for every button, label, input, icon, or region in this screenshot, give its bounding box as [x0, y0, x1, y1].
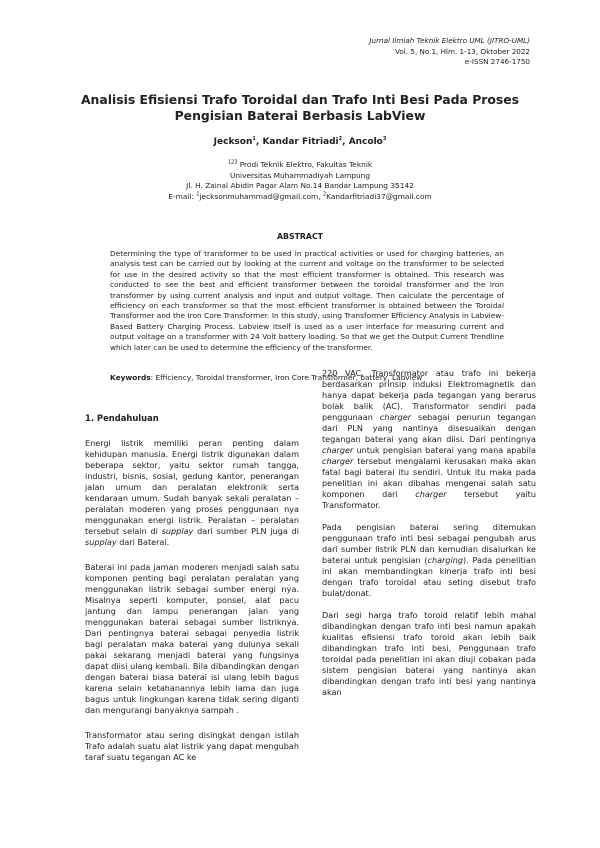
keywords-label: Keywords [110, 373, 151, 382]
section-heading: 1. Pendahuluan [85, 413, 159, 423]
author-separator: , [255, 137, 263, 147]
italic-run: supplay [161, 526, 194, 536]
author-3-mark: 3 [382, 136, 387, 142]
journal-header [369, 36, 530, 68]
right-paragraph-3: Dari segi harga trafo toroid relatif lebih mahal dibandingkan dengan trafo inti besi namun apakah kualitas efisiensi trafo toroid akan lebih baik dibandingkan trafo inti besi, Penggunaan trafo toroidal pada penelitian ini akan diuji cobakan pada sistem pengisian baterai yang nantinya akan dibandingkan dengan trafo inti besi yang nantinya akan [322, 610, 536, 697]
text-run: Energi listrik memiliki peran penting dalam kehidupan manusia. Energi listrik digunakan dalam beberapa sektor, yaitu sektor rumah tangga, industri, bisnis, sosial, gedung kantor, penerangan jalan umum dan peralatan elektronik serta kendaraan umum. Sudah banyak sekali peralatan – peralatan moderen yang proses penggunaan nya menggunakan energi listrik. Peralatan – peralatan tersebut selain di [85, 438, 299, 536]
author-1-mark: 1 [252, 136, 256, 142]
keywords-text: : Efficiency, Toroidal transformer, Iron Core Transformer, battery, Labview [150, 373, 423, 382]
left-paragraph-3: Transformator atau sering disingkat dengan istilah Trafo adalah suatu alat listrik yang dapat mengubah taraf suatu tegangan AC ke [85, 730, 299, 762]
author-2-mark: 2 [338, 136, 343, 142]
affiliation-block [60, 160, 540, 202]
text-run: 220 VAC. Transformator atau trafo ini bekerja berdasarkan prinsip induksi Elektromagnetik dan hanya dapat bekerja pada tegangan yang berarus bolak balik (AC). Transformator sendiri pada penggunaan [322, 368, 536, 422]
italic-run: charger [415, 489, 447, 499]
affiliation-dept [60, 160, 540, 171]
italic-run: supplay [85, 537, 117, 547]
text-run: Pada pengisian baterai sering ditemukan penggunaan trafo inti besi sebagai pengubah arus dari sumber listrik PLN dan kemudian disalurkan ke baterai untuk pengisian ( [322, 522, 536, 565]
journal-issn: e-ISSN 2746-1750 [464, 57, 530, 66]
author-1: Jeckson [213, 137, 253, 147]
affiliation-dept-text: Prodi Teknik Elektro, Fakultas Teknik [237, 160, 373, 169]
affiliation-emails [60, 192, 540, 203]
title-line-2: Pengisian Baterai Berbasis LabView [174, 108, 426, 123]
italic-run: charger [322, 456, 354, 466]
journal-volume: Vol. 5, No.1, Hlm. 1-13, Oktober 2022 [395, 46, 530, 56]
text-run: dari Baterai. [116, 537, 170, 547]
affiliation-mark: 123 [227, 159, 238, 166]
email-2-mark: 2 [322, 191, 327, 198]
text-run: untuk pengisian baterai yang mana apabila [353, 445, 536, 455]
right-paragraph-2 [322, 522, 536, 599]
abstract-text: Determining the type of transformer to be used in practical activities or used for charging batteries, an analysis test can be carried out by looking at the current and voltage on the transformer to be selected for use in the desired activity so that the most efficient transformer is obtained. This research was conducted to see the best and efficient transformer between the toroidal transformer and the iron transformer by using current analysis and input and output voltage. Then calculate the percentage of efficiency on each transformer so that the most efficient transformer is obtained between the Toroidal Transformer and the Iron Core Transformer. In this study, using Transformer Efficiency Analysis in Labview-Based Battery Charging Process. Labview itself is used as a user interface for measuring current and output voltage on a transformer with 24 Volt battery loading. So that we get the Output Current Trendline which later can be used to determine the efficiency of the transformer. [110, 249, 504, 352]
title-line-1: Analisis Efisiensi Trafo Toroidal dan Trafo Inti Besi Pada Proses [80, 92, 520, 107]
author-3: Ancolo [348, 137, 383, 147]
author-list [60, 137, 540, 147]
italic-run: charging [427, 555, 464, 565]
italic-run: charger [379, 412, 412, 422]
abstract-heading: ABSTRACT [277, 232, 323, 241]
author-separator: , [342, 137, 349, 147]
text-run: tersebut yaitu Transformator. [322, 489, 536, 510]
text-run: sebagai penurun tegangan dari PLN yang nantinya disesuaikan dengan tegangan baterai yang akan diisi. Dari pentingnya [322, 412, 536, 444]
left-paragraph-1 [85, 438, 299, 548]
italic-run: charger [322, 445, 354, 455]
journal-name: Jurnal Ilmiah Teknik Elektro UML (JITRO-UML) [369, 36, 530, 45]
text-run: ). Pada penelitian ini akan membandingkan kinerja trafo inti besi dengan trafo toroidal atau seting disebut trafo bulat/donat. [322, 555, 537, 598]
right-column [322, 368, 536, 709]
email-label: E-mail: [168, 191, 197, 201]
text-run: tersebut mengalami kerusakan maka akan fatal bagi baterai itu sendiri. Untuk itu maka pada penelitian ini akan dibahas mengenai salah satu komponen dari [322, 456, 536, 499]
email-1[interactable]: jecksonmuhammad@gmail.com, [199, 191, 323, 201]
affiliation-university: Universitas Muhammadiyah Lampung [229, 170, 371, 180]
email-2[interactable]: Kandarfitriadi37@gmail.com [326, 191, 432, 201]
email-1-mark: 1 [196, 191, 200, 198]
text-run: dari sumber PLN juga di [193, 526, 299, 536]
right-paragraph-1 [322, 368, 536, 511]
left-paragraph-2: Baterai ini pada jaman moderen menjadi salah satu komponen penting bagi peralatan peralatan yang menggunakan listrik sebagai sumber energi nya. Misalnya seperti komputer, ponsel, alat pacu jantung dan lampu penerangan jalan yang menggunakan baterai sebagai sumber listriknya. Dari pentingnya baterai sebagai penyedia listrik bagi peralatan maka baterai yang dulunya sekali pakai sekarang menjadi baterai yang fungsinya dapat diisi ulang kembali. Bila dibandingkan dengan dengan baterai biasa baterai isi ulang lebih bagus karena selain ketahanannya lebih lama dan juga bagus untuk lingkungan karena tidak sering diganti dan mengurangi banyaknya sampah . [85, 562, 299, 715]
affiliation-address: Jl. H. Zainal Abidin Pagar Alam No.14 Bandar Lampung 35142 [186, 181, 414, 191]
author-2: Kandar Fitriadi [262, 137, 339, 147]
paper-title [60, 92, 540, 124]
